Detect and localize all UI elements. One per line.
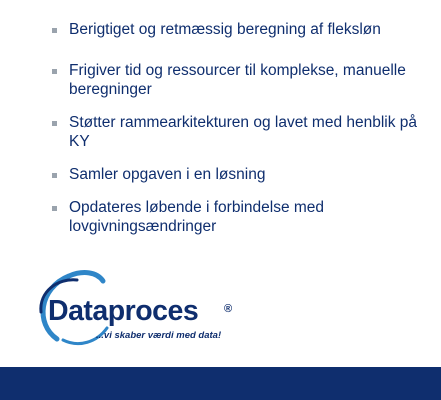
- bullet-marker-icon: [52, 121, 57, 126]
- feature-list: [52, 20, 422, 249]
- dataproces-logo: [33, 268, 248, 352]
- feature-text: Samler opgaven i en løsning: [69, 166, 266, 183]
- feature-text: Støtter rammearkitekturen og lavet med henblik på KY: [69, 114, 418, 150]
- feature-item: [52, 20, 422, 39]
- feature-item: [52, 198, 422, 236]
- bullet-marker-icon: [52, 28, 57, 33]
- bullet-marker-icon: [52, 69, 57, 74]
- bullet-marker-icon: [52, 173, 57, 178]
- feature-text: Frigiver tid og ressourcer til komplekse, manuelle beregninger: [69, 62, 406, 98]
- logo-tagline: ...vi skaber værdi med data!: [96, 330, 222, 341]
- footer-bar: [0, 367, 441, 400]
- feature-item: [52, 113, 422, 151]
- feature-item: [52, 165, 422, 184]
- feature-text: Berigtiget og retmæssig beregning af fleksløn: [69, 21, 381, 38]
- feature-text: Opdateres løbende i forbindelse med lovgivningsændringer: [69, 199, 325, 235]
- registered-mark: ®: [224, 303, 233, 315]
- feature-item: [52, 61, 422, 99]
- logo-wordmark: Dataproces: [48, 295, 199, 327]
- bullet-marker-icon: [52, 206, 57, 211]
